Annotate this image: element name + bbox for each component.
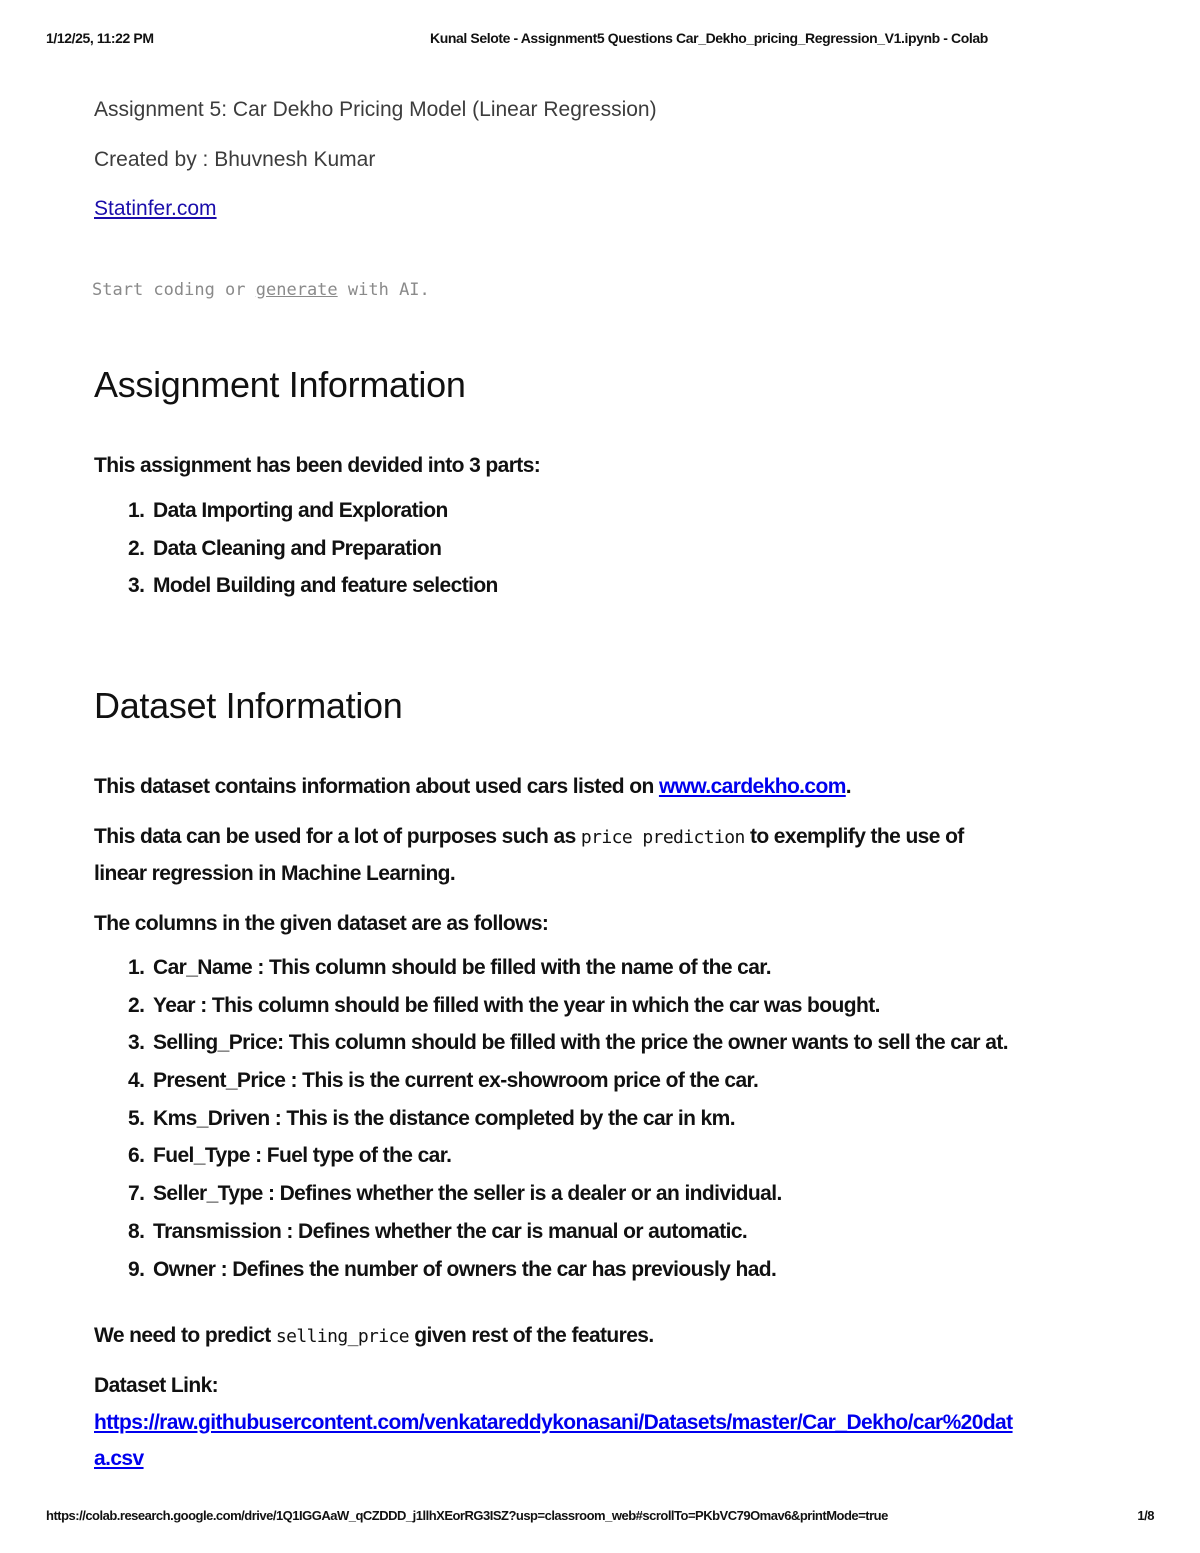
created-by: Created by : Bhuvnesh Kumar (94, 148, 376, 171)
generate-link[interactable]: generate (255, 280, 338, 300)
code-cell-placeholder[interactable] (92, 280, 430, 300)
inline-code: price prediction (580, 827, 745, 848)
dataset-link-label: Dataset Link: (94, 1374, 219, 1397)
statinfer-link[interactable]: Statinfer.com (94, 197, 217, 220)
print-header (46, 30, 1154, 50)
list-item: 7. Seller_Type : Defines whether the seller is a dealer or an individual. (128, 1182, 782, 1206)
dataset-para-3: The columns in the given dataset are as follows: (94, 912, 549, 935)
print-doc-title: Kunal Selote - Assignment5 Questions Car_Dekho_pricing_Regression_V1.ipynb - Colab (430, 30, 988, 46)
assignment-parts-list (128, 499, 498, 612)
list-item: 4. Present_Price : This is the current ex-showroom price of the car. (128, 1069, 759, 1093)
dataset-para-2: This data can be used for a lot of purposes such as price prediction to exemplify the use of linear regression in Machine Learning. (94, 825, 964, 885)
cardekho-link[interactable]: www.cardekho.com (658, 775, 846, 798)
placeholder-end: with AI. (337, 280, 430, 300)
print-datetime: 1/12/25, 11:22 PM (46, 30, 154, 46)
list-item: 6. Fuel_Type : Fuel type of the car. (128, 1144, 452, 1168)
list-item: 9. Owner : Defines the number of owners the car has previously had. (128, 1257, 777, 1281)
dataset-url-line-1[interactable]: https://raw.githubusercontent.com/venkatareddykonasani/Datasets/master/Car_Dekho/car%20dat (94, 1411, 1013, 1434)
list-item: 2. Year : This column should be filled with the year in which the car was bought. (128, 993, 880, 1017)
list-item: 1. Car_Name : This column should be filled with the name of the car. (128, 956, 771, 979)
placeholder-start: Start coding or (92, 280, 256, 300)
dataset-link[interactable] (94, 1405, 1154, 1477)
list-item: 8. Transmission : Defines whether the car is manual or automatic. (128, 1219, 748, 1243)
list-item: 5. Kms_Driven : This is the distance completed by the car in km. (128, 1106, 735, 1130)
assignment-info-heading: Assignment Information (94, 364, 466, 405)
list-item: 1. Data Importing and Exploration (128, 499, 448, 522)
list-item: 3. Selling_Price: This column should be filled with the price the owner wants to sell the car at. (128, 1031, 1008, 1055)
list-item: 2. Data Cleaning and Preparation (128, 536, 442, 560)
inline-code: selling_price (275, 1326, 410, 1347)
print-footer (46, 1508, 1154, 1528)
dataset-para-1: This dataset contains information about used cars listed on www.cardekho.com. (94, 775, 852, 798)
columns-list (128, 956, 1008, 1295)
dataset-url-line-2[interactable]: a.csv (94, 1447, 144, 1470)
page-number: 1/8 (1137, 1508, 1154, 1523)
assignment-intro: This assignment has been devided into 3 parts: (94, 454, 541, 477)
dataset-info-heading: Dataset Information (94, 685, 403, 726)
print-url: https://colab.research.google.com/drive/1Q1IGGAaW_qCZDDD_j1llhXEorRG3ISZ?usp=classroom_web#scrollTo=PKbVC79Omav6&printMode=true (46, 1508, 888, 1523)
predict-para: We need to predict selling_price given rest of the features. (94, 1324, 654, 1347)
notebook-title: Assignment 5: Car Dekho Pricing Model (Linear Regression) (94, 98, 657, 121)
list-item: 3. Model Building and feature selection (128, 574, 498, 597)
